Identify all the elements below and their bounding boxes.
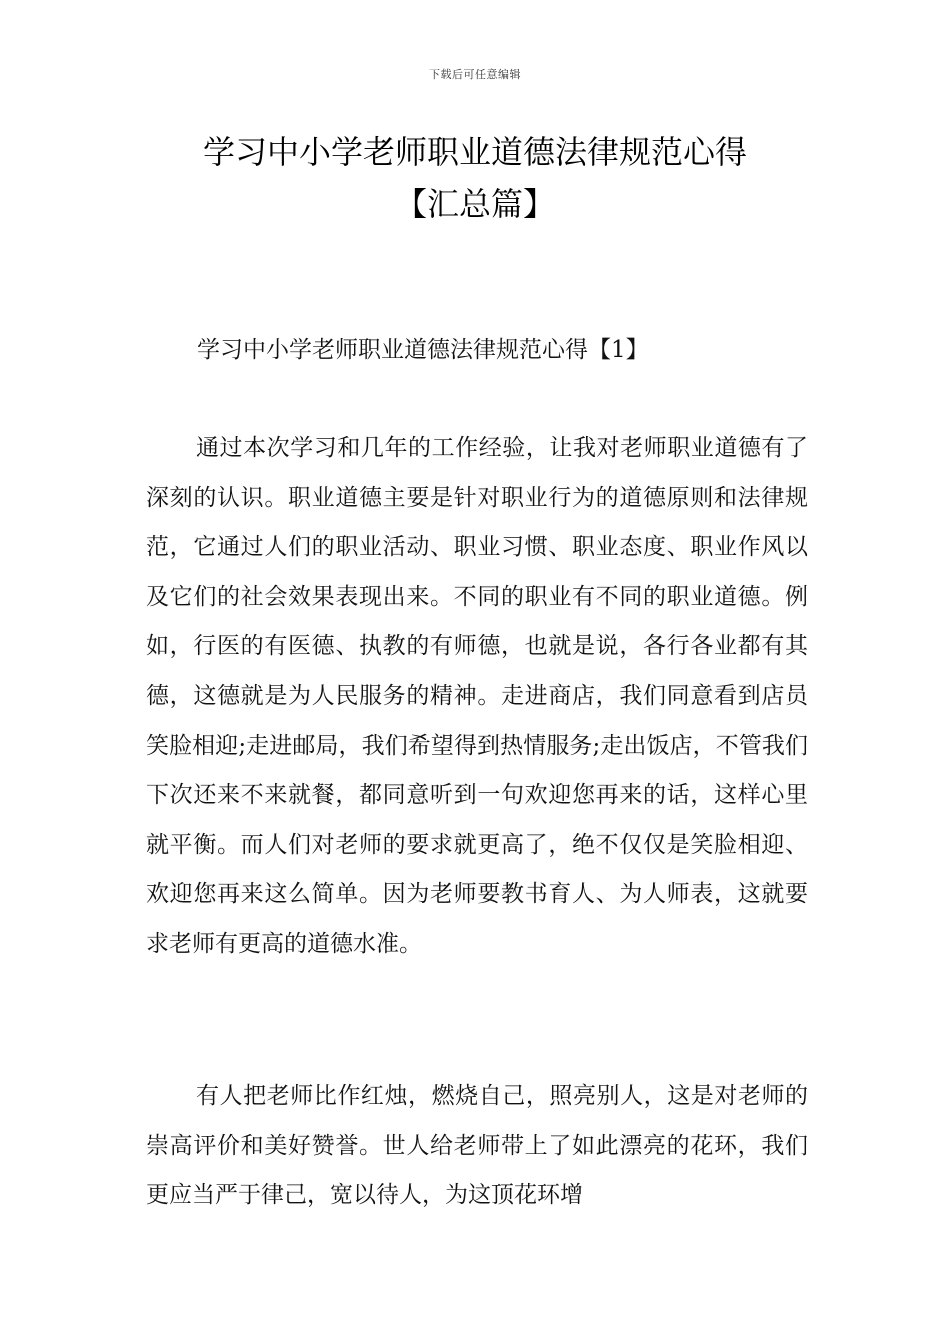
body-paragraph-2: 有人把老师比作红烛，燃烧自己，照亮别人，这是对老师的崇高评价和美好赞誉。世人给老师带上了如此漂亮的花环，我们更应当严于律己，宽以待人，为这顶花环增 [146,1083,808,1209]
section-heading: 学习中小学老师职业道德法律规范心得【1】 [197,337,649,363]
document-title [0,126,950,230]
header-note: 下载后可任意编辑 [429,68,521,81]
title-line-2: 【汇总篇】 [394,185,555,223]
body-paragraph-1: 通过本次学习和几年的工作经验，让我对老师职业道德有了深刻的认识。职业道德主要是针对职业行为的道德原则和法律规范，它通过人们的职业活动、职业习惯、职业态度、职业作风以及它们的社会效果表现出来。不同的职业有不同的职业道德。例如，行医的有医德、执教的有师德，也就是说，各行各业都有其德，这德就是为人民服务的精神。走进商店，我们同意看到店员笑脸相迎;走进邮局，我们希望得到热情服务;走出饭店，不管我们下次还来不来就餐，都同意听到一句欢迎您再来的话，这样心里就平衡。而人们对老师的要求就更高了，绝不仅仅是笑脸相迎、欢迎您再来这么简单。因为老师要教书育人、为人师表，这就要求老师有更高的道德水准。 [146,435,808,957]
title-line-1: 学习中小学老师职业道德法律规范心得 [202,133,747,171]
